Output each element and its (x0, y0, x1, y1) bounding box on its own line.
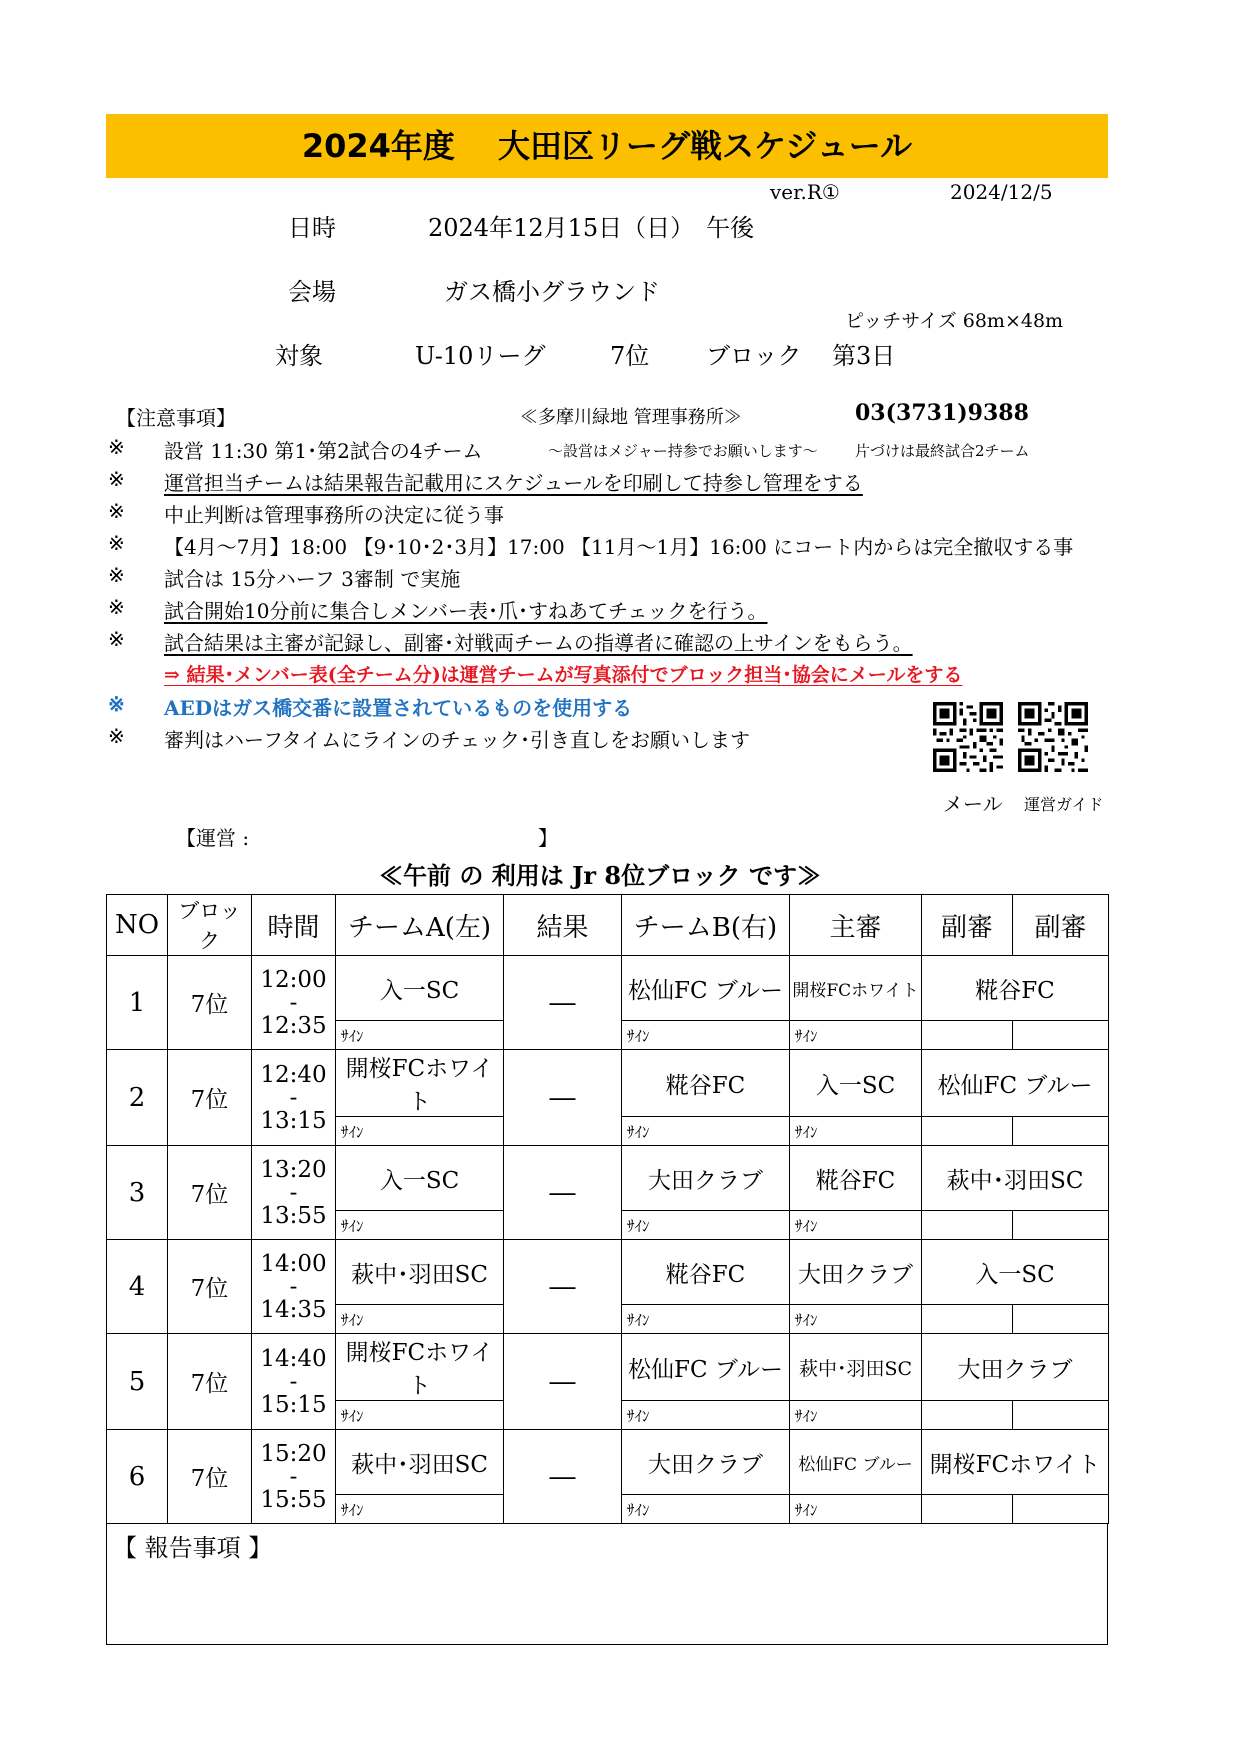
time-start: 15:20 (260, 1440, 327, 1467)
qr-guide-label: 運営ガイド (1024, 795, 1104, 814)
time-start: 13:20 (260, 1156, 327, 1183)
note-item: 試合結果は主審が記録し、副審･対戦両チームの指導者に確認の上サインをもらう。 (164, 631, 913, 655)
sign-assistant-1[interactable] (922, 1495, 1013, 1524)
time-start: 14:40 (260, 1345, 327, 1372)
team-a: 萩中･羽田SC (336, 1240, 504, 1305)
match-block: 7位 (168, 1430, 252, 1524)
match-result[interactable]: ― (504, 956, 622, 1050)
match-block: 7位 (168, 1334, 252, 1430)
note-item: 中止判断は管理事務所の決定に従う事 (164, 503, 504, 527)
match-block: 7位 (168, 956, 252, 1050)
team-b: 糀谷FC (622, 1050, 790, 1117)
match-time (252, 1146, 336, 1240)
header-assistant-2: 副審 (1013, 895, 1109, 956)
operation-label: 【運営 : (176, 826, 250, 850)
sign-referee[interactable]: ｻｲﾝ (790, 1021, 922, 1050)
morning-note: ≪午前 の 利用は Jr 8位ブロック です≫ (379, 861, 821, 890)
team-b: 松仙FC ブルー (622, 956, 790, 1021)
venue-value: ガス橋小グラウンド (444, 278, 660, 306)
match-block: 7位 (168, 1146, 252, 1240)
team-a: 開桜FCホワイト (336, 1334, 504, 1401)
referee: 開桜FCホワイト (790, 956, 922, 1021)
referee: 入一SC (790, 1050, 922, 1117)
sign-referee[interactable]: ｻｲﾝ (790, 1117, 922, 1146)
time-start: 12:40 (260, 1061, 327, 1088)
report-box[interactable] (106, 1524, 1108, 1645)
sign-team-a[interactable]: ｻｲﾝ (336, 1495, 504, 1524)
operation-close: 】 (538, 826, 558, 850)
venue-label: 会場 (288, 278, 336, 306)
team-b: 大田クラブ (622, 1430, 790, 1495)
report-label: 【 報告事項 】 (113, 1534, 273, 1562)
note-item: 試合は 15分ハーフ 3審制 で実施 (164, 567, 461, 591)
header-result: 結果 (504, 895, 622, 956)
time-end: 15:55 (260, 1486, 327, 1513)
referee: 松仙FC ブルー (790, 1430, 922, 1495)
page-title: 2024年度 大田区リーグ戦スケジュール (301, 127, 913, 165)
sign-referee[interactable]: ｻｲﾝ (790, 1211, 922, 1240)
notes-heading: 【注意事項】 (116, 406, 236, 430)
referee: 糀谷FC (790, 1146, 922, 1211)
sign-team-b[interactable]: ｻｲﾝ (622, 1117, 790, 1146)
sign-assistant-2[interactable] (1013, 1495, 1109, 1524)
table-header-row (107, 895, 1109, 956)
note-item-aed: AEDはガス橋交番に設置されているものを使用する (164, 696, 633, 720)
sign-assistant-2[interactable] (1013, 1117, 1109, 1146)
time-end: 14:35 (260, 1296, 327, 1323)
time-start: 14:00 (260, 1250, 327, 1277)
time-end: 13:15 (260, 1107, 327, 1134)
match-no: 5 (107, 1334, 168, 1430)
table-row (107, 1240, 1109, 1305)
sign-referee[interactable]: ｻｲﾝ (790, 1305, 922, 1334)
time-separator: - (289, 1273, 298, 1300)
sign-team-b[interactable]: ｻｲﾝ (622, 1021, 790, 1050)
referee: 大田クラブ (790, 1240, 922, 1305)
note-mark: ※ (108, 499, 125, 523)
note-item: 設営 11:30 第1･第2試合の4チーム (164, 439, 483, 463)
time-separator: - (289, 989, 298, 1016)
header-team-b: チームB(右) (622, 895, 790, 956)
match-time (252, 1430, 336, 1524)
sign-assistant-2[interactable] (1013, 1305, 1109, 1334)
table-row (107, 956, 1109, 1021)
time-end: 12:35 (260, 1012, 327, 1039)
header-no: NO (107, 895, 168, 956)
table-row (107, 1146, 1109, 1211)
office-name: ≪多摩川緑地 管理事務所≫ (520, 407, 742, 428)
sign-assistant-1[interactable] (922, 1305, 1013, 1334)
note-item: 【4月～7月】18:00 【9･10･2･3月】17:00 【11月～1月】16:00 にコート内からは完全撤収する事 (164, 535, 1074, 559)
version-label: ver.R① (770, 180, 840, 204)
match-result[interactable]: ― (504, 1050, 622, 1146)
note-mark: ※ (108, 724, 125, 748)
match-time (252, 1050, 336, 1146)
note-mark: ※ (108, 531, 125, 555)
title-bar (106, 114, 1108, 178)
sign-team-b[interactable]: ｻｲﾝ (622, 1401, 790, 1430)
match-result[interactable]: ― (504, 1430, 622, 1524)
assistant-referee: 松仙FC ブルー (922, 1050, 1109, 1117)
schedule-table (106, 894, 1109, 1524)
note-item-highlight: ⇒ 結果･メンバー表(全チーム分)は運営チームが写真添付でブロック担当･協会にメールをする (164, 664, 963, 686)
assistant-referee: 萩中･羽田SC (922, 1146, 1109, 1211)
assistant-referee: 開桜FCホワイト (922, 1430, 1109, 1495)
header-assistant-1: 副審 (922, 895, 1013, 956)
match-time (252, 1240, 336, 1334)
match-time (252, 956, 336, 1050)
issue-date: 2024/12/5 (950, 180, 1053, 204)
sign-team-b[interactable]: ｻｲﾝ (622, 1211, 790, 1240)
team-a: 萩中･羽田SC (336, 1430, 504, 1495)
header-team-a: チームA(左) (336, 895, 504, 956)
team-b: 大田クラブ (622, 1146, 790, 1211)
sign-assistant-2[interactable] (1013, 1021, 1109, 1050)
team-a: 入一SC (336, 956, 504, 1021)
sign-assistant-2[interactable] (1013, 1401, 1109, 1430)
mail-qr-icon[interactable] (933, 702, 1003, 772)
sign-team-b[interactable]: ｻｲﾝ (622, 1495, 790, 1524)
match-result[interactable]: ― (504, 1240, 622, 1334)
sign-assistant-1[interactable] (922, 1401, 1013, 1430)
time-separator: - (289, 1179, 298, 1206)
time-separator: - (289, 1463, 298, 1490)
note-mark: ※ (108, 627, 125, 651)
match-no: 6 (107, 1430, 168, 1524)
time-start: 12:00 (260, 966, 327, 993)
match-no: 4 (107, 1240, 168, 1334)
team-a: 入一SC (336, 1146, 504, 1211)
match-no: 2 (107, 1050, 168, 1146)
note-sub: 片づけは最終試合2チーム (855, 442, 1030, 460)
note-mark: ※ (108, 595, 125, 619)
sign-referee[interactable]: ｻｲﾝ (790, 1401, 922, 1430)
table-row (107, 1430, 1109, 1495)
qr-mail-label: メール (943, 792, 1003, 816)
sign-assistant-1[interactable] (922, 1211, 1013, 1240)
target-rank: 7位 (610, 342, 650, 370)
match-result[interactable]: ― (504, 1334, 622, 1430)
note-item: 試合開始10分前に集合しメンバー表･爪･すねあてチェックを行う。 (164, 599, 768, 623)
assistant-referee: 糀谷FC (922, 956, 1109, 1021)
sign-team-a[interactable]: ｻｲﾝ (336, 1117, 504, 1146)
note-mark: ※ (108, 467, 125, 491)
note-item: 審判はハーフタイムにラインのチェック･引き直しをお願いします (164, 728, 750, 752)
sign-assistant-1[interactable] (922, 1117, 1013, 1146)
table-row (107, 1050, 1109, 1117)
guide-qr-icon[interactable] (1018, 702, 1088, 772)
note-item: 運営担当チームは結果報告記載用にスケジュールを印刷して持参し管理をする (164, 471, 863, 495)
match-block: 7位 (168, 1050, 252, 1146)
target-day: 第3日 (832, 342, 896, 370)
time-separator: - (289, 1084, 298, 1111)
header-time: 時間 (252, 895, 336, 956)
time-separator: - (289, 1368, 298, 1395)
datetime-label: 日時 (288, 214, 336, 242)
assistant-referee: 入一SC (922, 1240, 1109, 1305)
match-result[interactable]: ― (504, 1146, 622, 1240)
office-phone: 03(3731)9388 (855, 400, 1029, 426)
datetime-value: 2024年12月15日（日） 午後 (428, 214, 755, 242)
note-mark: ※ (108, 692, 125, 716)
target-block: ブロック (706, 342, 802, 370)
pitch-size: ピッチサイズ 68m×48m (845, 310, 1064, 332)
time-end: 13:55 (260, 1202, 327, 1229)
note-mark: ※ (108, 563, 125, 587)
note-sub: ～設営はメジャー持参でお願いします～ (548, 442, 818, 460)
sign-team-a[interactable]: ｻｲﾝ (336, 1021, 504, 1050)
match-no: 3 (107, 1146, 168, 1240)
target-label: 対象 (275, 342, 323, 370)
team-a: 開桜FCホワイト (336, 1050, 504, 1117)
table-row (107, 1334, 1109, 1401)
sign-assistant-2[interactable] (1013, 1211, 1109, 1240)
header-referee: 主審 (790, 895, 922, 956)
referee: 萩中･羽田SC (790, 1334, 922, 1401)
team-b: 松仙FC ブルー (622, 1334, 790, 1401)
match-block: 7位 (168, 1240, 252, 1334)
note-mark: ※ (108, 435, 125, 459)
match-no: 1 (107, 956, 168, 1050)
target-league: U-10リーグ (415, 342, 546, 370)
assistant-referee: 大田クラブ (922, 1334, 1109, 1401)
sign-team-a[interactable]: ｻｲﾝ (336, 1401, 504, 1430)
sign-team-a[interactable]: ｻｲﾝ (336, 1211, 504, 1240)
sign-assistant-1[interactable] (922, 1021, 1013, 1050)
team-b: 糀谷FC (622, 1240, 790, 1305)
match-time (252, 1334, 336, 1430)
sign-team-b[interactable]: ｻｲﾝ (622, 1305, 790, 1334)
header-block: ブロック (168, 895, 252, 956)
time-end: 15:15 (260, 1391, 327, 1418)
sign-referee[interactable]: ｻｲﾝ (790, 1495, 922, 1524)
sign-team-a[interactable]: ｻｲﾝ (336, 1305, 504, 1334)
